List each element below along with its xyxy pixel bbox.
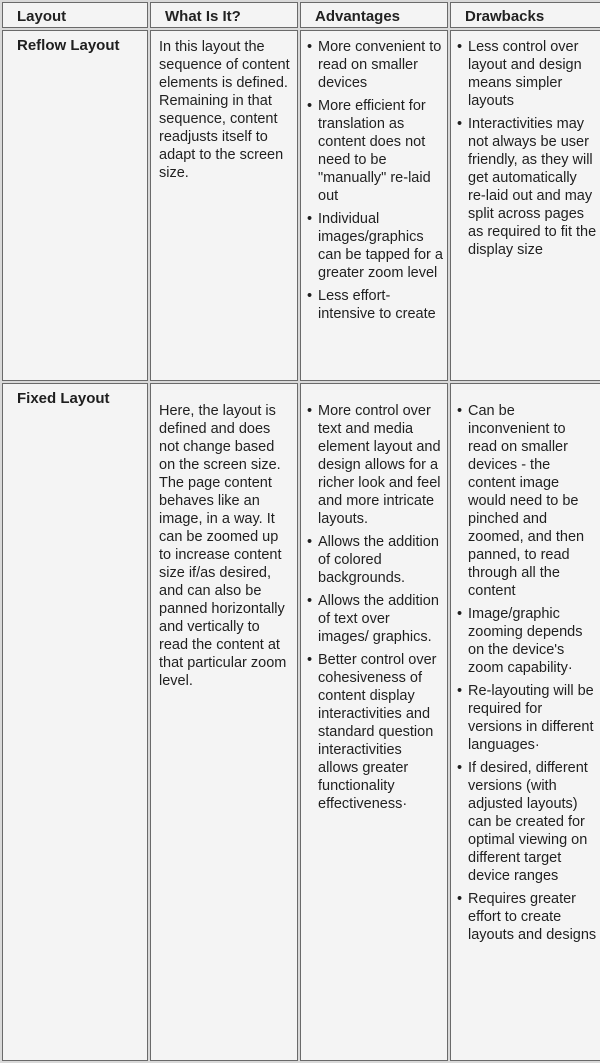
- drawbacks-cell: [450, 30, 600, 381]
- list-item: • More efficient for translation as content does not need to be "manually" re-laid out: [307, 97, 443, 205]
- list-item: • Re-layouting will be required for versions in different languages·: [457, 682, 597, 754]
- list-item: • If desired, different versions (with adjusted layouts) can be created for optimal viewing on different target device ranges: [457, 759, 597, 885]
- header-row: [2, 2, 600, 28]
- list-item: • Allows the addition of text over images/ graphics.: [307, 592, 443, 646]
- drawbacks-list: [457, 38, 597, 259]
- advantages-cell: [300, 383, 448, 1061]
- layout-name-cell: Reflow Layout: [2, 30, 148, 381]
- list-item: • Can be inconvenient to read on smaller devices - the content image would need to be pinched and zoomed, and then panned, to read through all the content: [457, 402, 597, 600]
- advantages-list: [307, 38, 443, 323]
- layout-name-cell: Fixed Layout: [2, 383, 148, 1061]
- advantages-list: [307, 402, 443, 813]
- drawbacks-cell: [450, 383, 600, 1061]
- advantages-cell: [300, 30, 448, 381]
- list-item: • More control over text and media element layout and design allows for a richer look and feel and more intricate layouts.: [307, 402, 443, 528]
- list-item: • Less control over layout and design means simpler layouts: [457, 38, 597, 110]
- list-item: • More convenient to read on smaller devices: [307, 38, 443, 92]
- list-item: • Interactivities may not always be user friendly, as they will get automatically re-laid out and may split across pages as required to fit the display size: [457, 115, 597, 259]
- list-item: • Image/graphic zooming depends on the device's zoom capability·: [457, 605, 597, 677]
- drawbacks-list: [457, 402, 597, 944]
- header-advantages: Advantages: [300, 2, 448, 28]
- table-row: [2, 383, 600, 1061]
- list-item: • Better control over cohesiveness of content display interactivities and standard question interactivities allows greater functionality effectiveness·: [307, 651, 443, 813]
- list-item: • Individual images/graphics can be tapped for a greater zoom level: [307, 210, 443, 282]
- header-what-is-it: What Is It?: [150, 2, 298, 28]
- list-item: • Requires greater effort to create layouts and designs: [457, 890, 597, 944]
- header-layout: Layout: [2, 2, 148, 28]
- table-row: [2, 30, 600, 381]
- list-item: • Allows the addition of colored backgrounds.: [307, 533, 443, 587]
- list-item: • Less effort-intensive to create: [307, 287, 443, 323]
- header-drawbacks: Drawbacks: [450, 2, 600, 28]
- description-cell: In this layout the sequence of content elements is defined. Remaining in that sequence, content readjusts itself to adapt to the screen size.: [150, 30, 298, 381]
- description-cell: Here, the layout is defined and does not change based on the screen size. The page content behaves like an image, in a way. It can be zoomed up to increase content size if/as desired, and can also be panned horizontally and vertically to read the content at that particular zoom level.: [150, 383, 298, 1061]
